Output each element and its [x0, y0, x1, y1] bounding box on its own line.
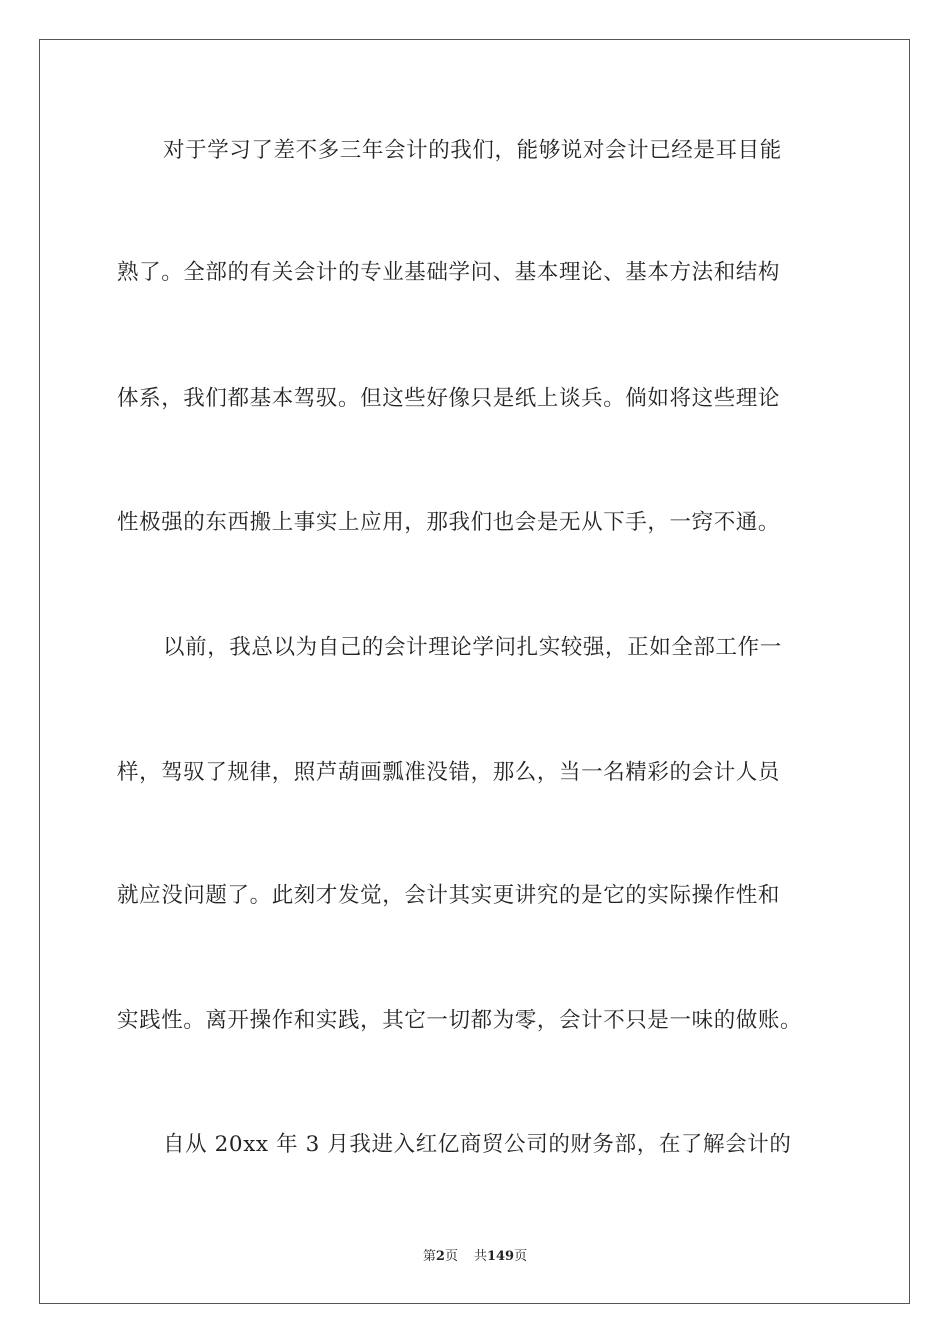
footer-page-number: 2 — [435, 1249, 445, 1264]
footer-page-suffix: 页 — [444, 1249, 458, 1264]
footer-prefix: 第 — [422, 1249, 436, 1264]
paragraph-line: 样，驾驭了规律，照芦葫画瓢准没错，那么，当一名精彩的会计人员 — [117, 760, 781, 785]
paragraph-line: 性极强的东西搬上事实上应用，那我们也会是无从下手，一窍不通。 — [117, 510, 781, 535]
page-footer — [0, 1248, 950, 1266]
page-border — [39, 39, 910, 1304]
paragraph-line: 体系，我们都基本驾驭。但这些好像只是纸上谈兵。倘如将这些理论 — [117, 386, 781, 411]
paragraph-line: 熟了。全部的有关会计的专业基础学问、基本理论、基本方法和结构 — [117, 260, 781, 285]
paragraph-line: 实践性。离开操作和实践，其它一切都为零，会计不只是一味的做账。 — [117, 1008, 803, 1033]
footer-total-suffix: 页 — [514, 1249, 528, 1264]
paragraph-line: 就应没问题了。此刻才发觉，会计其实更讲究的是它的实际操作性和 — [117, 883, 781, 908]
footer-total-prefix: 共 — [473, 1249, 487, 1264]
paragraph-line: 对于学习了差不多三年会计的我们，能够说对会计已经是耳目能 — [163, 138, 782, 163]
paragraph-line: 以前，我总以为自己的会计理论学问扎实较强，正如全部工作一 — [163, 635, 782, 660]
paragraph-line: 自从 20xx 年 3 月我进入红亿商贸公司的财务部，在了解会计的 — [163, 1132, 792, 1157]
footer-total-pages: 149 — [486, 1249, 515, 1264]
